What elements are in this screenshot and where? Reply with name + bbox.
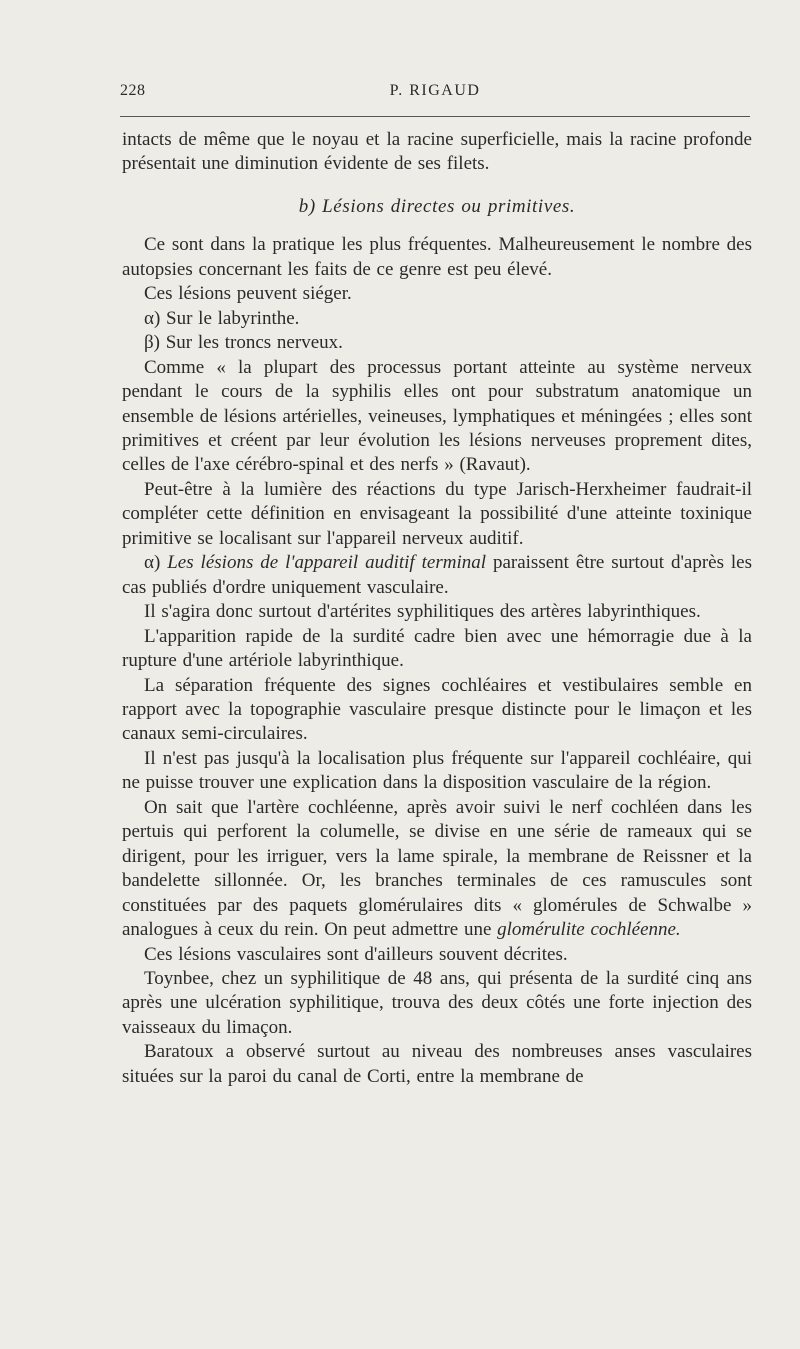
paragraph: Peut-être à la lumière des réactions du type Jarisch-Herxheimer faudrait-il compléter cette définition en envisageant la possibilité d'une atteinte toxinique primitive se localisant sur l'appareil nerveux auditif. [122,478,752,549]
paragraph: L'apparition rapide de la surdité cadre bien avec une hémorragie due à la rupture d'une artériole labyrinthique. [122,625,752,672]
italic-phrase: glomérulite cochléenne. [497,919,681,941]
paragraph: Il s'agira donc surtout d'artérites syphilitiques des artères labyrinthiques. [144,601,701,623]
alpha-marker: α) [144,552,161,574]
paragraph-glomerulite [122,796,752,943]
paragraph-continuation: intacts de même que le noyau et la racine superficielle, mais la racine profonde présentait une diminution évidente de ses filets. [122,129,752,175]
body-text [122,128,752,1089]
paragraph-text: paraissent être surtout d'après les cas publiés d'ordre uniquement vasculaire. [122,552,753,598]
page-number: 228 [120,82,146,99]
paragraph: Ces lésions peuvent siéger. [144,283,352,305]
paragraph: Il n'est pas jusqu'à la localisation plus fréquente sur l'appareil cochléaire, qui ne puisse trouver une explication dans la disposition vasculaire de la région. [122,747,752,794]
paragraph-quotation: Comme « la plupart des processus portant atteinte au système nerveux pendant le cours de la syphilis elles ont pour substratum anatomique un ensemble de lésions artérielles, veineuses, lymphatiques et méningées ; elles sont primitives et créent par leur évolution les lésions nerveuses proprement dites, celles de l'axe cérébro-spinal et des nerfs » (Ravaut). [122,356,752,476]
list-item-alpha: α) Sur le labyrinthe. [144,307,300,329]
paragraph: Ces lésions vasculaires sont d'ailleurs souvent décrites. [144,943,568,965]
list-item-beta: β) Sur les troncs nerveux. [144,332,343,354]
paragraph: Baratoux a observé surtout au niveau des nombreuses anses vasculaires situées sur la paroi du canal de Corti, entre la membrane de [122,1041,752,1087]
running-head: P. RIGAUD [389,82,481,99]
section-title: b) Lésions directes ou primitives. [298,195,576,217]
paragraph: La séparation fréquente des signes cochléaires et vestibulaires semble en rapport avec la topographie vasculaire presque distincte pour le limaçon et les canaux semi-circulaires. [122,674,752,745]
paragraph: Toynbee, chez un syphilitique de 48 ans, qui présenta de la surdité cinq ans après une ulcération syphilitique, trouva des deux côtés une forte injection des vaisseaux du limaçon. [122,967,752,1038]
italic-phrase: Les lésions de l'appareil auditif terminal [167,552,487,574]
header-rule [120,116,750,117]
paragraph: Ce sont dans la pratique les plus fréquentes. Malheureusement le nombre des autopsies concernant les faits de ce genre est peu élevé. [122,234,752,280]
paragraph-text: On sait que l'artère cochléenne, après avoir suivi le nerf cochléen dans les pertuis qui perforent la columelle, se divise en une série de rameaux qui se dirigent, pour les irriguer, vers la lame spirale, la membrane de Reissner et la bandelette sillonnée. Or, les branches terminales de ces ramuscules sont constituées par des paquets glomérulaires dits « glomérules de Schwalbe » analogues à ceux du rein. On peut admettre une [122,796,752,941]
paragraph-alpha [122,551,752,600]
page-header [120,82,750,106]
